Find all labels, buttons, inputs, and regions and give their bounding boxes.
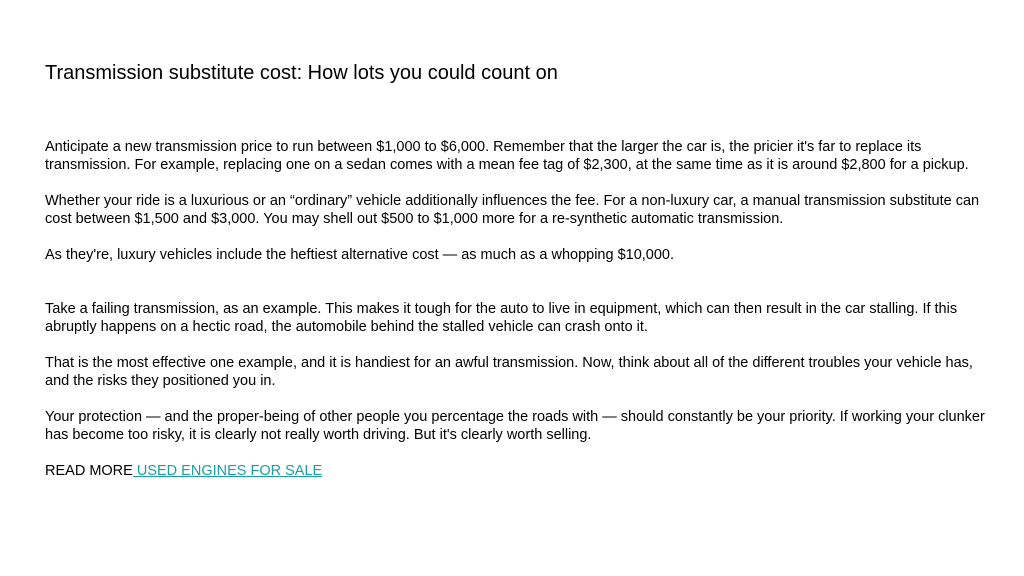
paragraph-luxury-vs-ordinary: Whether your ride is a luxurious or an “ordinary” vehicle additionally influences the fee. For a non-luxury car, a manual transmission substitute can cost between $1,500 and $3,000. You may shell out $500 to $1,000 more for a re-synthetic automatic transmission. xyxy=(45,193,980,227)
paragraph-failing-transmission: Take a failing transmission, as an example. This makes it tough for the auto to live in equipment, which can then result in the car stalling. If this abruptly happens on a hectic road, the automobile behind the stalled vehicle can crash onto it. xyxy=(45,301,958,335)
page-title: Transmission substitute cost: How lots you could count on xyxy=(45,62,558,84)
used-engines-link[interactable]: USED ENGINES FOR SALE xyxy=(132,463,323,479)
paragraph-other-troubles: That is the most effective one example, and it is handiest for an awful transmission. Now, think about all of the different troubles your vehicle has, and the risks they positioned you in. xyxy=(45,355,973,389)
read-more-line xyxy=(45,462,985,480)
paragraph-protection: Your protection — and the proper-being of other people you percentage the roads with — should constantly be your priority. If working your clunker has become too risky, it is clearly not really worth driving. But it's clearly worth selling. xyxy=(45,409,985,443)
paragraph-luxury-cost: As they're, luxury vehicles include the heftiest alternative cost — as much as a whopping $10,000. xyxy=(45,247,675,263)
read-more-label: READ MORE xyxy=(45,463,133,479)
article-body xyxy=(45,138,985,498)
paragraph-price-range: Anticipate a new transmission price to run between $1,000 to $6,000. Remember that the larger the car is, the pricier it's far to replace its transmission. For example, replacing one on a sedan comes with a mean fee tag of $2,300, at the same time as it is around $2,800 for a pickup. xyxy=(45,139,969,173)
